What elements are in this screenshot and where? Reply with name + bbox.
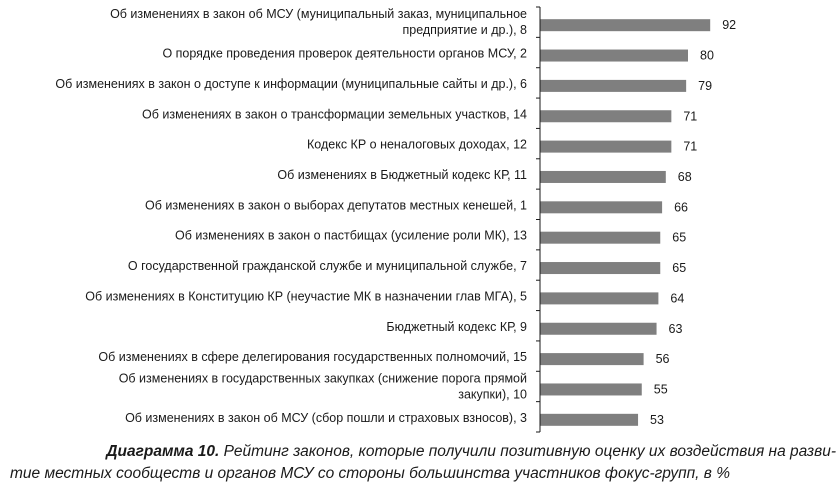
- bar: [540, 414, 638, 426]
- value-label: 64: [670, 291, 685, 306]
- bar: [540, 323, 657, 335]
- category-label: [142, 107, 527, 121]
- bar: [540, 141, 671, 153]
- category-label: [128, 259, 527, 273]
- category-label: [110, 7, 527, 37]
- value-label: 55: [653, 382, 668, 397]
- category-label-line: предприятие и др.), 8: [402, 23, 527, 38]
- category-label: [277, 168, 527, 182]
- category-label: [119, 371, 527, 401]
- category-label-line: закупки), 10: [458, 387, 527, 402]
- category-label: [162, 47, 527, 61]
- category-label: [175, 229, 527, 243]
- category-label: [85, 289, 527, 303]
- category-label: [307, 138, 527, 152]
- y-axis: [536, 7, 540, 432]
- category-label-line: Об изменениях в закон о выборах депутатов местных кенешей, 1: [145, 198, 527, 213]
- bar: [540, 50, 688, 62]
- value-label: 65: [672, 261, 687, 276]
- caption-title: Диаграмма 10.: [106, 443, 220, 460]
- value-label: 71: [683, 109, 698, 124]
- category-label: [55, 77, 527, 91]
- value-label: 63: [668, 321, 683, 336]
- value-label: 80: [700, 48, 714, 63]
- caption-line-1: [0, 441, 840, 463]
- category-labels: [55, 7, 527, 425]
- category-label-line: Об изменениях в закон об МСУ (сбор пошли и страховых взносов), 3: [125, 410, 527, 425]
- bar: [540, 353, 644, 365]
- bar: [540, 19, 710, 31]
- value-label: 68: [677, 169, 692, 184]
- category-label-line: Об изменениях в Конституцию КР (неучастие МК в назначении глав МГА), 5: [85, 289, 527, 304]
- chart-caption: [0, 441, 840, 485]
- value-label: 71: [683, 139, 698, 154]
- bar: [540, 383, 642, 395]
- category-label: [386, 320, 527, 334]
- category-label-line: Об изменениях в закон о доступе к информации (муниципальные сайты и др.), 6: [55, 76, 527, 91]
- caption-text-1: Рейтинг законов, которые получили позитивную оценку их воздействия на разви-: [219, 443, 836, 460]
- bar: [540, 262, 660, 274]
- category-label-line: Об изменениях в закон о трансформации земельных участков, 14: [142, 107, 527, 122]
- value-label: 53: [650, 412, 664, 427]
- value-label: 79: [698, 78, 713, 93]
- value-label: 65: [672, 230, 687, 245]
- value-label: 66: [674, 200, 689, 215]
- category-label-line: Об изменениях в Бюджетный кодекс КР, 11: [277, 167, 527, 182]
- bar: [540, 232, 660, 244]
- bars: [540, 19, 713, 426]
- bar: [540, 201, 662, 213]
- category-label-line: О порядке проведения проверок деятельности органов МСУ, 2: [162, 46, 527, 61]
- caption-line-2: тие местных сообществ и органов МСУ со стороны большинства участников фокус-групп, в %: [10, 465, 730, 482]
- category-label-line: Об изменениях в сфере делегирования государственных полномочий, 15: [98, 350, 527, 365]
- value-label: 92: [722, 18, 737, 33]
- category-label-line: Кодекс КР о неналоговых доходах, 12: [307, 137, 527, 152]
- category-label-line: Об изменениях в закон о пастбищах (усиление роли МК), 13: [175, 228, 527, 243]
- category-label-line: Об изменениях в закон об МСУ (муниципальный заказ, муниципальное: [110, 7, 527, 22]
- category-label: [125, 411, 527, 425]
- category-label-line: О государственной гражданской службе и муниципальной службе, 7: [127, 259, 527, 274]
- value-label: 56: [655, 352, 670, 367]
- bar: [540, 292, 658, 304]
- category-label-line: Об изменениях в государственных закупках (снижение порога прямой: [118, 371, 527, 386]
- bar: [540, 171, 666, 183]
- bar: [540, 110, 671, 122]
- category-label-line: Бюджетный кодекс КР, 9: [386, 319, 527, 334]
- category-label: [98, 350, 527, 364]
- value-labels: [650, 18, 736, 427]
- bar: [540, 80, 686, 92]
- category-label: [145, 198, 527, 212]
